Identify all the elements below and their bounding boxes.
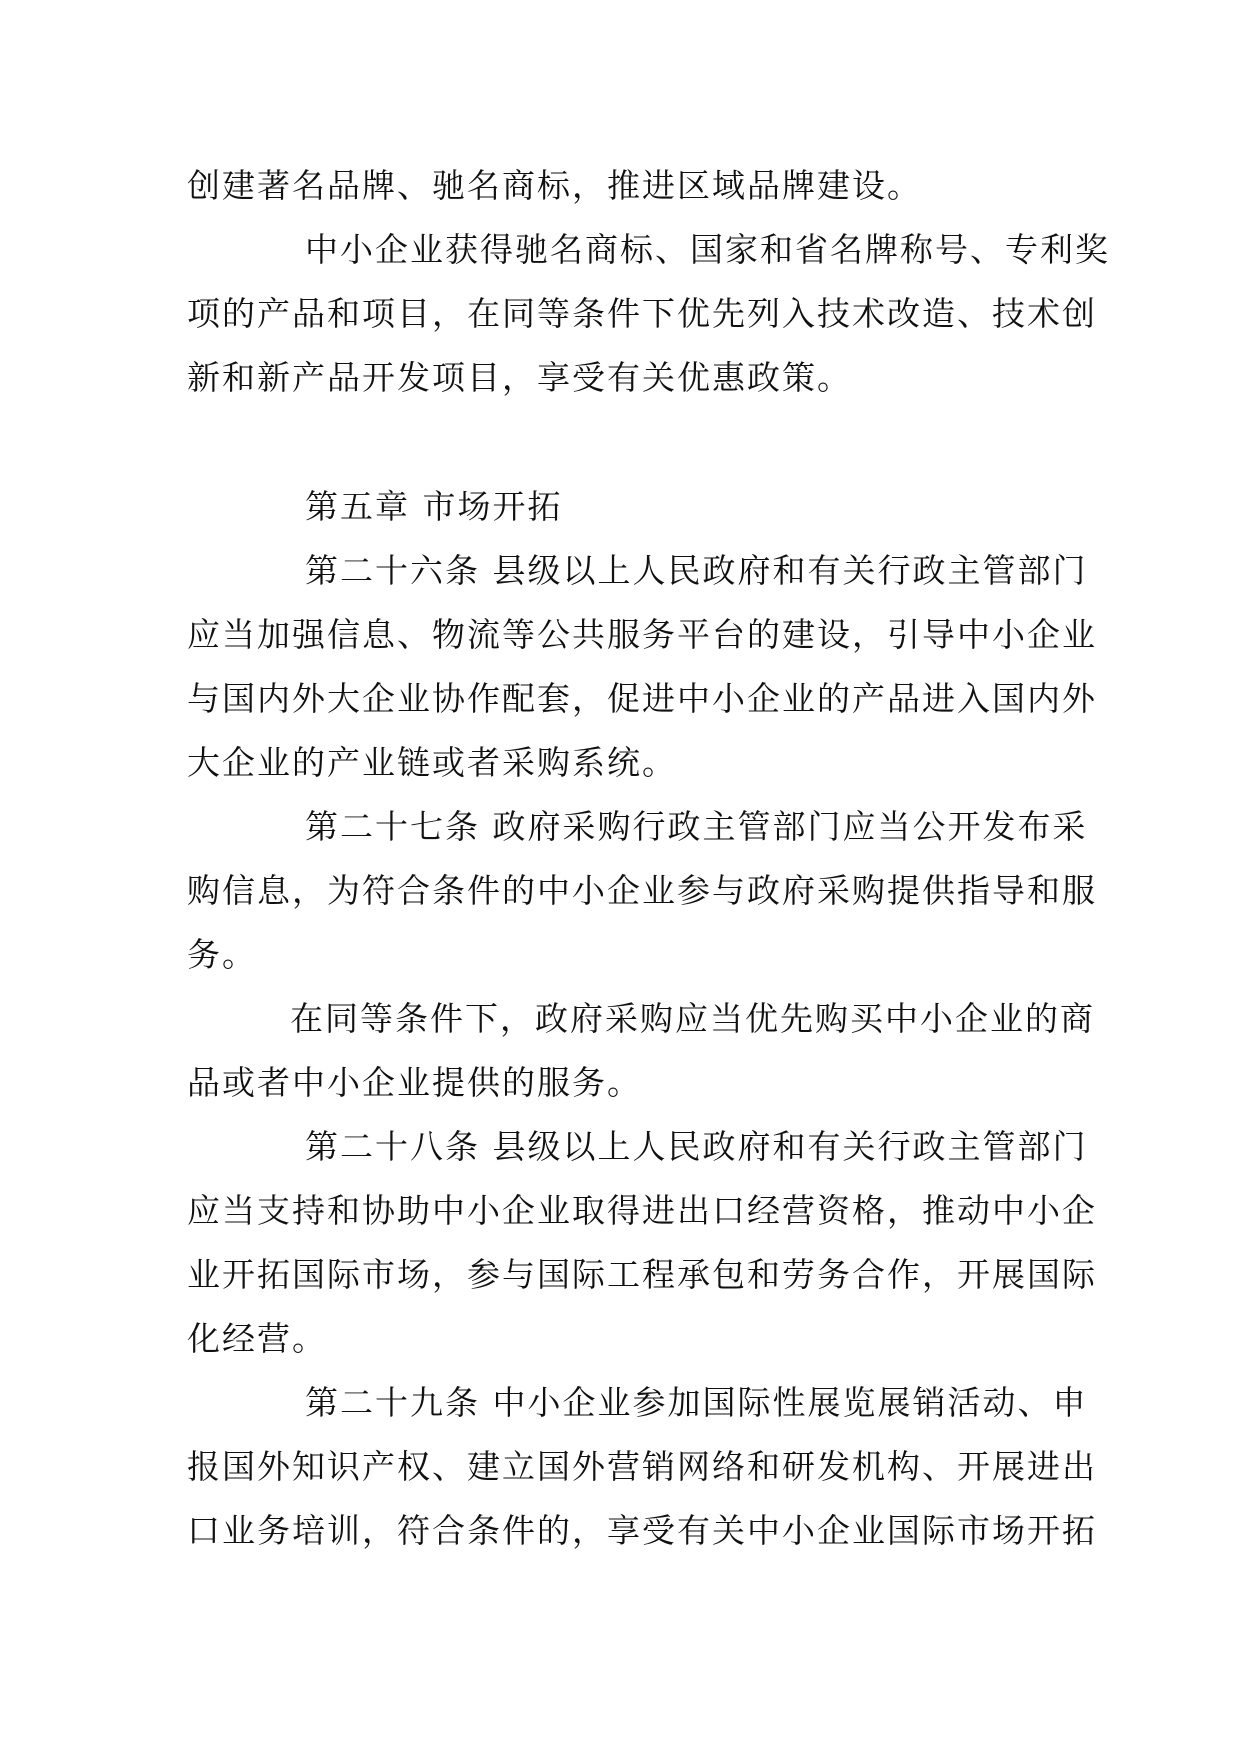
text-line: 应当支持和协助中小企业取得进出口经营资格，推动中小企 xyxy=(187,1191,1097,1230)
text-line: 中小企业获得驰名商标、国家和省名牌称号、专利奖 xyxy=(305,230,1110,269)
article-line: 第二十八条 县级以上人民政府和有关行政主管部门 xyxy=(305,1127,1088,1166)
text-line: 大企业的产业链或者采购系统。 xyxy=(187,743,677,782)
article-line: 第二十六条 县级以上人民政府和有关行政主管部门 xyxy=(305,551,1088,590)
text-line: 报国外知识产权、建立国外营销网络和研发机构、开展进出 xyxy=(187,1447,1097,1486)
article-line: 第二十七条 政府采购行政主管部门应当公开发布采 xyxy=(305,807,1088,846)
text-line: 创建著名品牌、驰名商标，推进区域品牌建设。 xyxy=(187,166,922,205)
text-line: 应当加强信息、物流等公共服务平台的建设，引导中小企业 xyxy=(187,615,1097,654)
text-line: 与国内外大企业协作配套，促进中小企业的产品进入国内外 xyxy=(187,679,1097,718)
text-line: 新和新产品开发项目，享受有关优惠政策。 xyxy=(187,358,852,397)
article-line: 第二十九条 中小企业参加国际性展览展销活动、申 xyxy=(305,1383,1088,1422)
text-line: 购信息，为符合条件的中小企业参与政府采购提供指导和服 xyxy=(187,871,1097,910)
text-line: 业开拓国际市场，参与国际工程承包和劳务合作，开展国际 xyxy=(187,1255,1097,1294)
text-line: 务。 xyxy=(187,935,257,974)
text-line: 品或者中小企业提供的服务。 xyxy=(187,1063,642,1102)
chapter-heading: 第五章 市场开拓 xyxy=(305,487,563,526)
text-line: 在同等条件下，政府采购应当优先购买中小企业的商 xyxy=(290,999,1095,1038)
text-line: 口业务培训，符合条件的，享受有关中小企业国际市场开拓 xyxy=(187,1511,1097,1550)
text-line: 化经营。 xyxy=(187,1319,327,1358)
text-line: 项的产品和项目，在同等条件下优先列入技术改造、技术创 xyxy=(187,294,1097,333)
